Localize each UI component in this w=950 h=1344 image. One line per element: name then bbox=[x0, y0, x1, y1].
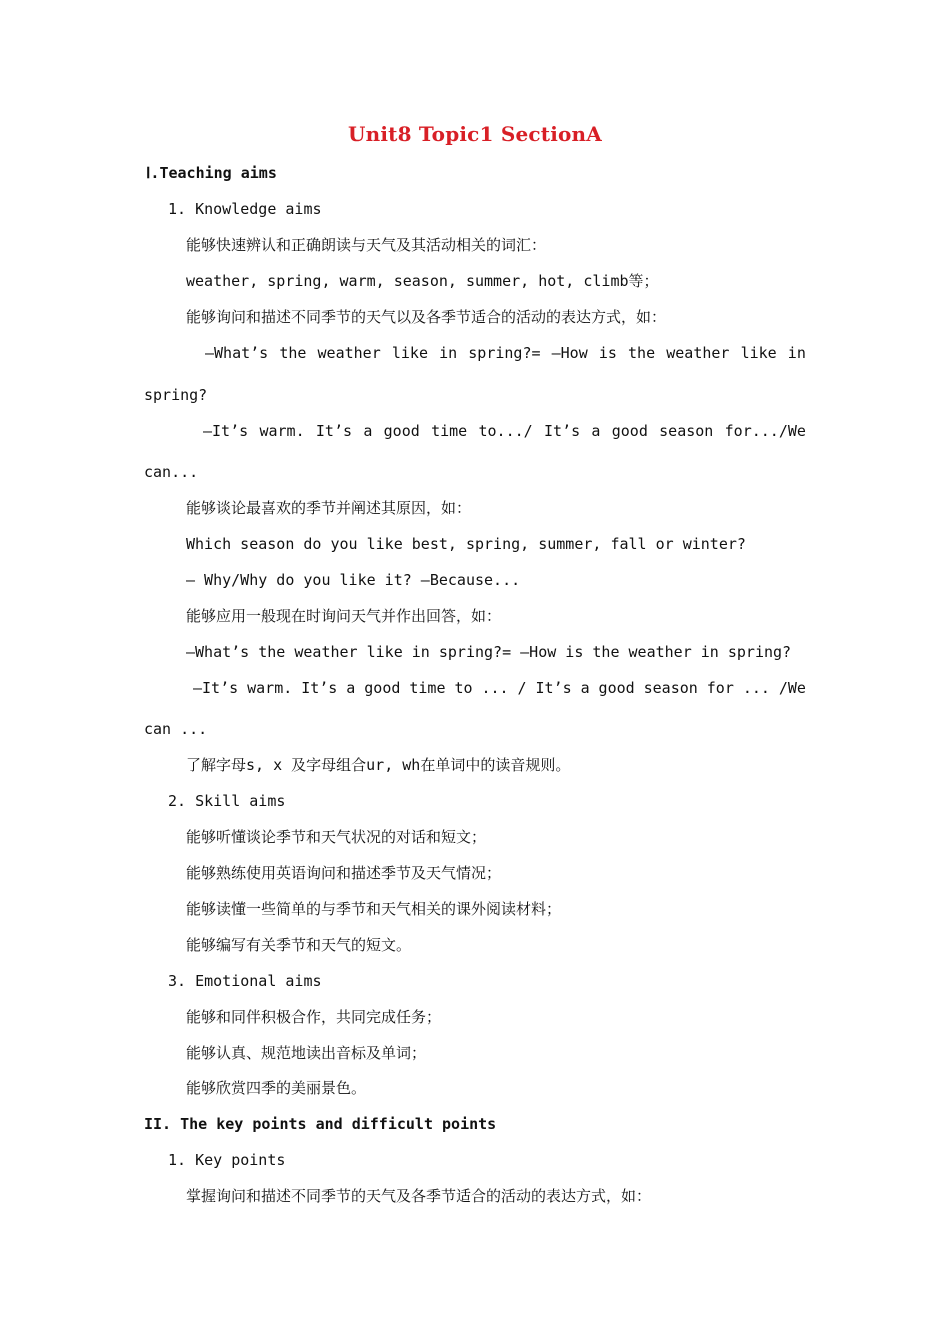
word: like bbox=[391, 344, 428, 362]
word: It’s bbox=[535, 679, 572, 697]
subheading-skill-aims: 2. Skill aims bbox=[168, 792, 286, 810]
key-points-line-1: 掌握询问和描述不同季节的天气及各季节适合的活动的表达方式，如： bbox=[186, 1187, 652, 1205]
word: /We bbox=[778, 679, 806, 697]
word: season bbox=[659, 422, 714, 440]
word: a bbox=[580, 679, 590, 697]
word: ... bbox=[742, 679, 770, 697]
knowledge-dialogue-answer bbox=[203, 421, 806, 441]
knowledge-dialogue-answer-cont: can... bbox=[144, 463, 199, 481]
knowledge-line-10: —What’s the weather like in spring?= —How is the weather in spring? bbox=[186, 643, 792, 661]
subheading-key-points: 1. Key points bbox=[168, 1151, 286, 1169]
knowledge-line-3: 能够询问和描述不同季节的天气以及各季节适合的活动的表达方式，如： bbox=[186, 308, 667, 326]
skill-line-1: 能够听懂谈论季节和天气状况的对话和短文； bbox=[186, 828, 487, 846]
emotional-line-3: 能够欣赏四季的美丽景色。 bbox=[186, 1079, 367, 1097]
word: for.../We bbox=[724, 422, 806, 440]
skill-line-3: 能够读懂一些简单的与季节和天气相关的课外阅读材料； bbox=[186, 900, 562, 918]
section-heading-teaching-aims: Ⅰ.Teaching aims bbox=[146, 164, 277, 182]
word: in bbox=[439, 344, 458, 362]
word: for bbox=[706, 679, 734, 697]
word: weather bbox=[317, 344, 381, 362]
knowledge-line-7: Which season do you like best, spring, summer, fall or winter? bbox=[186, 535, 746, 553]
word: warm. bbox=[259, 422, 305, 440]
word: a bbox=[346, 679, 356, 697]
word: to bbox=[454, 679, 473, 697]
word: It’s bbox=[315, 422, 353, 440]
word: —It’s bbox=[203, 422, 249, 440]
word: —It’s bbox=[193, 679, 239, 697]
knowledge-line-12: 了解字母s, x 及字母组合ur, wh在单词中的读音规则。 bbox=[186, 756, 571, 774]
knowledge-answer-line bbox=[193, 678, 806, 698]
word: warm. bbox=[247, 679, 293, 697]
word: / bbox=[517, 679, 527, 697]
document-title: Unit8 Topic1 SectionA bbox=[347, 122, 603, 146]
word: good bbox=[611, 422, 648, 440]
word: time bbox=[409, 679, 446, 697]
word: —What’s bbox=[205, 344, 269, 362]
word: good bbox=[364, 679, 401, 697]
word: weather bbox=[666, 344, 730, 362]
section-heading-key-points: II. The key points and difficult points bbox=[144, 1115, 497, 1133]
word: —How bbox=[551, 344, 588, 362]
knowledge-line-2: weather, spring, warm, season, summer, hot, climb等； bbox=[186, 272, 659, 290]
subheading-emotional-aims: 3. Emotional aims bbox=[168, 972, 322, 990]
word: good bbox=[598, 679, 635, 697]
emotional-line-2: 能够认真、规范地读出音标及单词； bbox=[186, 1044, 427, 1062]
skill-line-4: 能够编写有关季节和天气的短文。 bbox=[186, 936, 412, 954]
word: a bbox=[363, 422, 373, 440]
word: time bbox=[431, 422, 468, 440]
emotional-line-1: 能够和同伴积极合作，共同完成任务； bbox=[186, 1008, 442, 1026]
word: like bbox=[740, 344, 777, 362]
word: the bbox=[628, 344, 656, 362]
skill-line-2: 能够熟练使用英语询问和描述季节及天气情况； bbox=[186, 864, 502, 882]
subheading-knowledge-aims: 1. Knowledge aims bbox=[168, 200, 322, 218]
word: ... bbox=[481, 679, 509, 697]
knowledge-line-8: — Why/Why do you like it? —Because... bbox=[186, 571, 521, 589]
word: It’s bbox=[301, 679, 338, 697]
word: the bbox=[279, 344, 307, 362]
knowledge-dialogue-question-cont: spring? bbox=[144, 386, 208, 404]
word: spring?= bbox=[468, 344, 541, 362]
knowledge-line-1: 能够快速辨认和正确朗读与天气及其活动相关的词汇： bbox=[186, 236, 547, 254]
knowledge-line-6: 能够谈论最喜欢的季节并阐述其原因，如： bbox=[186, 499, 472, 517]
word: a bbox=[591, 422, 601, 440]
word: It’s bbox=[543, 422, 581, 440]
word: is bbox=[598, 344, 617, 362]
knowledge-line-9: 能够应用一般现在时询问天气并作出回答，如： bbox=[186, 607, 502, 625]
word: season bbox=[643, 679, 698, 697]
word: to.../ bbox=[478, 422, 533, 440]
word: good bbox=[383, 422, 420, 440]
word: in bbox=[787, 344, 806, 362]
knowledge-dialogue-question bbox=[205, 343, 806, 363]
knowledge-answer-line-cont: can ... bbox=[144, 720, 208, 738]
